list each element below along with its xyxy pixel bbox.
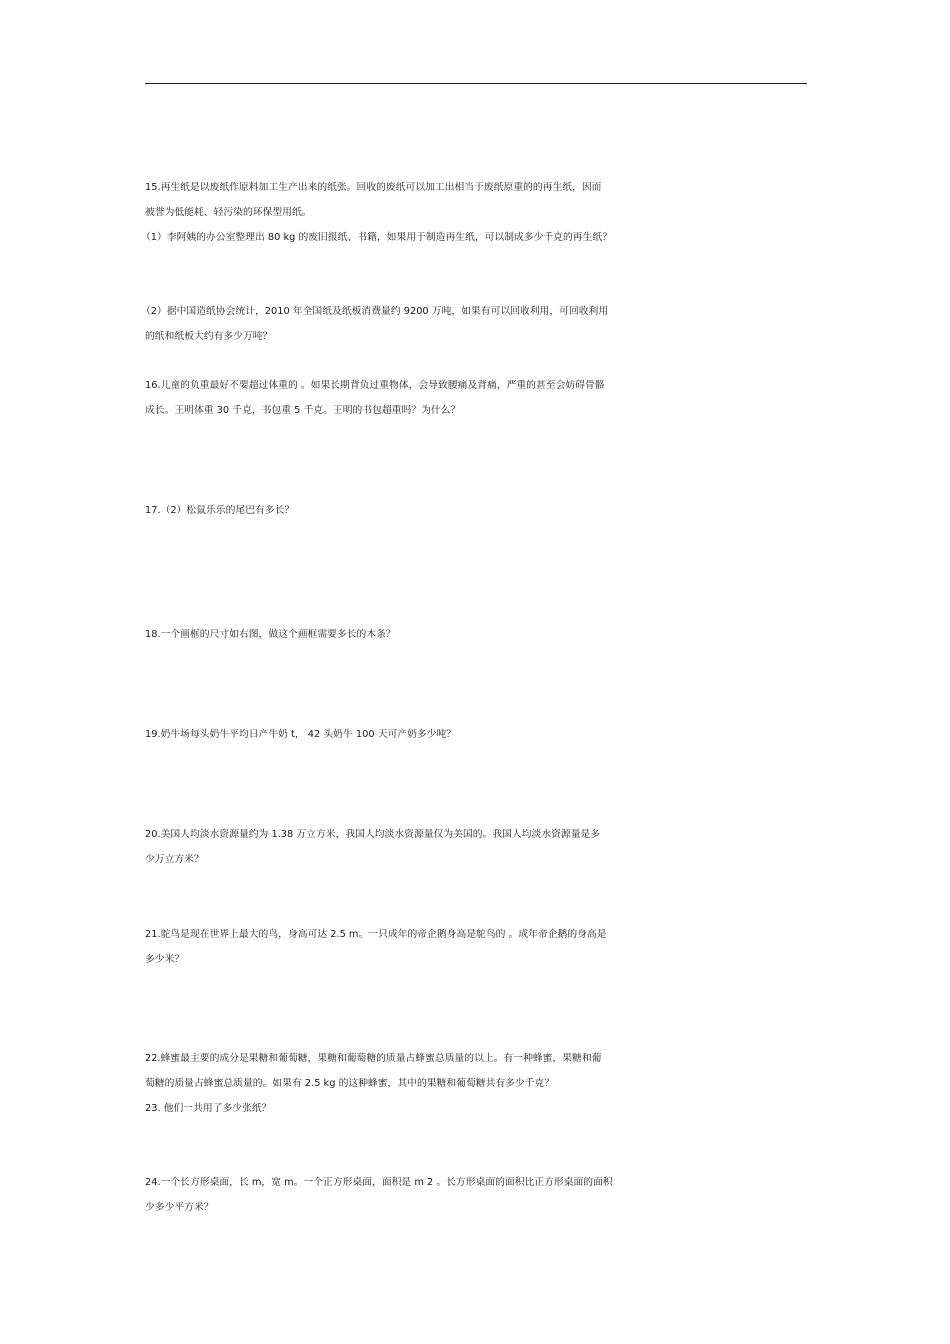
question-16-line-1: 16.儿童的负重最好不要超过体重的 。如果长期背负过重物体，会导致腰痛及背痛，严重的甚至会妨碍骨骼 [145,380,605,391]
question-18-line-1: 18.一个画框的尺寸如右图，做这个画框需要多长的木条？ [145,629,396,640]
question-15-intro-line-1: 15.再生纸是以废纸作原料加工生产出来的纸张。回收的废纸可以加工出相当于废纸原重的的再生纸，因而 [145,182,602,193]
question-19 [145,722,815,747]
question-17 [145,498,815,523]
question-22-line-2: 萄糖的质量占蜂蜜总质量的。如果有 2.5 kg 的这种蜂蜜，其中的果糖和葡萄糖共有多少千克？ [145,1078,555,1089]
question-21 [145,922,815,972]
question-16 [145,373,815,423]
question-18 [145,622,815,647]
question-15-part-2-line-1: （2）据中国造纸协会统计，2010 年全国纸及纸板消费量约 9200 万吨，如果有可以回收利用，可回收利用 [141,306,609,317]
question-24 [145,1170,815,1220]
question-22-line-1: 22.蜂蜜最主要的成分是果糖和葡萄糖，果糖和葡萄糖的质量占蜂蜜总质量的以上。有一种蜂蜜，果糖和葡 [145,1053,602,1064]
question-23-line-1: 23. 他们一共用了多少张纸？ [145,1103,272,1114]
question-15-part-2-line-2: 的纸和纸板大约有多少万吨？ [145,331,273,342]
question-15-part-2 [141,299,815,349]
header-rule [145,83,807,84]
question-20 [145,822,815,872]
question-22 [145,1046,815,1121]
question-15 [141,175,815,250]
question-17-line-1: 17.（2）松鼠乐乐的尾巴有多长？ [145,505,295,516]
question-16-line-2: 成长。王明体重 30 千克，书包重 5 千克。王明的书包超重吗？为什么？ [145,405,461,416]
question-24-line-1: 24.一个长方形桌面，长 m，宽 m。一个正方形桌面，面积是 m 2 。长方形桌面的面积比正方形桌面的面积 [145,1177,613,1188]
question-15-intro-line-2: 被誉为低能耗、轻污染的环保型用纸。 [145,207,312,218]
question-24-line-2: 少多少平方米？ [145,1202,214,1213]
question-20-line-1: 20.美国人均淡水资源量约为 1.38 万立方米，我国人均淡水资源量仅为美国的。我国人均淡水资源量是多 [145,829,601,840]
question-19-line-1: 19.奶牛场每头奶牛平均日产牛奶 t， 42 头奶牛 100 天可产奶多少吨？ [145,729,457,740]
question-20-line-2: 少万立方米？ [145,854,204,865]
question-21-line-2: 多少米？ [145,954,185,965]
question-15-part-1: （1）李阿姨的办公室整理出 80 kg 的废旧报纸、书籍，如果用于制造再生纸，可以制成多少千克的再生纸？ [141,232,612,243]
question-21-line-1: 21.鸵鸟是现在世界上最大的鸟，身高可达 2.5 m。一只成年的帝企鹅身高是鸵鸟的 。成年帝企鹅的身高是 [145,929,607,940]
